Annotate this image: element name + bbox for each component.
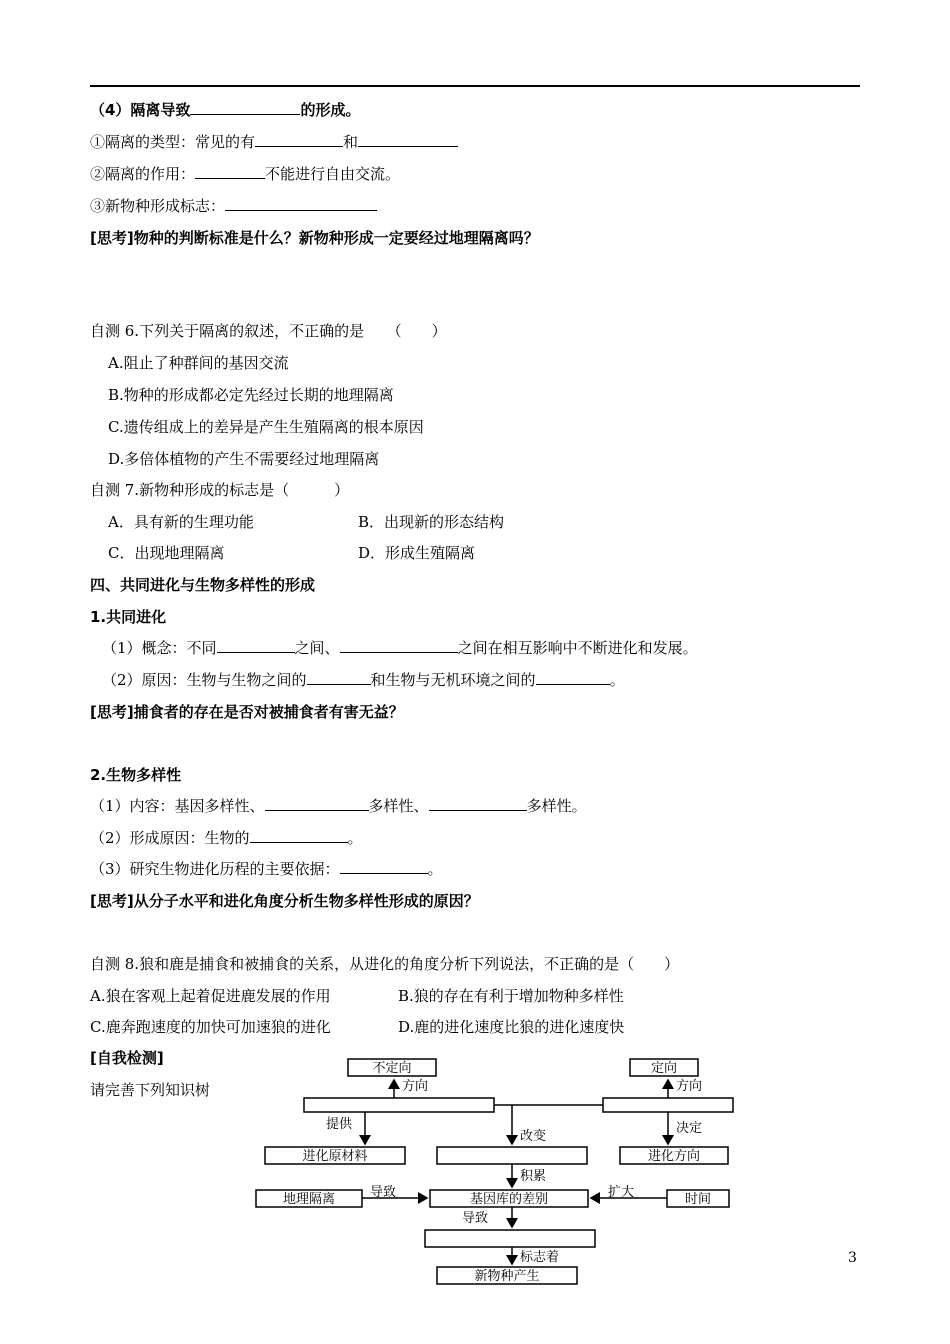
- option-c: C.鹿奔跑速度的加快可加速狼的进化: [90, 1018, 331, 1036]
- think-question: [思考]从分子水平和进化角度分析生物多样性形成的原因？: [90, 892, 479, 910]
- subsection-title: 1.共同进化: [90, 608, 167, 626]
- question-stem: 自测 7.新物种形成的标志是（ ）: [90, 481, 350, 499]
- blank-box-reproductive-isolation[interactable]: [425, 1230, 595, 1247]
- option-d: D.多倍体植物的产生不需要经过地理隔离: [108, 450, 380, 468]
- page-number: 3: [848, 1250, 857, 1266]
- label-lead-to: 导致: [370, 1185, 397, 1200]
- section-title: 四、共同进化与生物多样性的形成: [90, 576, 316, 594]
- think-question: [思考]捕食者的存在是否对被捕食者有害无益？: [90, 703, 404, 721]
- subsection-title: 2.生物多样性: [90, 766, 182, 784]
- option-c: C.遗传组成上的差异是产生生殖隔离的根本原因: [108, 418, 424, 436]
- isolation-types-line: ①隔离的类型：常见的有 和: [90, 132, 458, 152]
- label-new-species: 新物种产生: [474, 1269, 540, 1284]
- evolution-evidence-line: （3）研究生物进化历程的主要依据： 。: [90, 860, 443, 878]
- coevolution-cause-line: （2）原因：生物与生物之间的 和生物与无机环境之间的 。: [102, 671, 625, 689]
- option-b: B.物种的形成都必定先经过长期的地理隔离: [108, 386, 394, 404]
- label-accumulate: 积累: [520, 1169, 547, 1184]
- label-direction-right: 方向: [676, 1079, 703, 1094]
- option-b: B．出现新的形态结构: [358, 513, 505, 531]
- option-a: A．具有新的生理功能: [108, 513, 254, 531]
- label-directed: 定向: [650, 1061, 678, 1076]
- label-evolution-direction: 进化方向: [647, 1149, 701, 1164]
- self-check-title: [自我检测]: [90, 1049, 164, 1067]
- blank-box-gene-frequency[interactable]: [437, 1147, 587, 1164]
- new-species-mark-line: ③新物种形成标志：: [90, 196, 377, 216]
- label-raw-material: 进化原材料: [302, 1149, 368, 1164]
- biodiversity-content-line: （1）内容：基因多样性、 多样性、 多样性。: [90, 797, 587, 815]
- blank-box-mutation[interactable]: [304, 1098, 494, 1112]
- isolation-heading: （4）隔离导致 的形成。: [90, 101, 361, 119]
- biodiversity-cause-line: （2）形成原因：生物的 。: [90, 829, 363, 847]
- blank-box-selection[interactable]: [603, 1098, 733, 1112]
- think-question: [思考]物种的判断标准是什么？新物种形成一定要经过地理隔离吗？: [90, 229, 539, 247]
- label-decide: 决定: [676, 1121, 703, 1136]
- label-change: 改变: [520, 1129, 547, 1144]
- label-provide: 提供: [326, 1117, 353, 1132]
- question-stem: 自测 6.下列关于隔离的叙述，不正确的是 （ ）: [90, 322, 447, 340]
- coevolution-concept-line: （1）概念：不同 之间、 之间在相互影响中不断进化和发展。: [102, 639, 698, 657]
- option-d: D．形成生殖隔离: [358, 544, 476, 562]
- option-a: A.阻止了种群间的基因交流: [108, 354, 289, 372]
- question-stem: 自测 8.狼和鹿是捕食和被捕食的关系，从进化的角度分析下列说法，不正确的是（ ）: [90, 955, 680, 973]
- label-marks: 标志着: [520, 1250, 560, 1265]
- option-b: B.狼的存在有利于增加物种多样性: [398, 987, 624, 1005]
- option-d: D.鹿的进化速度比狼的进化速度快: [398, 1018, 625, 1036]
- label-undirected: 不定向: [372, 1061, 412, 1076]
- option-c: C．出现地理隔离: [108, 544, 225, 562]
- isolation-role-line: ②隔离的作用： 不能进行自由交流。: [90, 165, 401, 183]
- label-gene-pool-diff: 基因库的差别: [469, 1192, 549, 1207]
- label-direction-left: 方向: [402, 1079, 429, 1094]
- label-lead-to: 导致: [462, 1211, 489, 1226]
- label-time: 时间: [684, 1192, 712, 1207]
- option-a: A.狼在客观上起着促进鹿发展的作用: [90, 987, 331, 1005]
- label-geo-isolation: 地理隔离: [282, 1192, 336, 1207]
- self-check-instruction: 请完善下列知识树: [90, 1081, 211, 1099]
- label-expand: 扩大: [608, 1185, 635, 1200]
